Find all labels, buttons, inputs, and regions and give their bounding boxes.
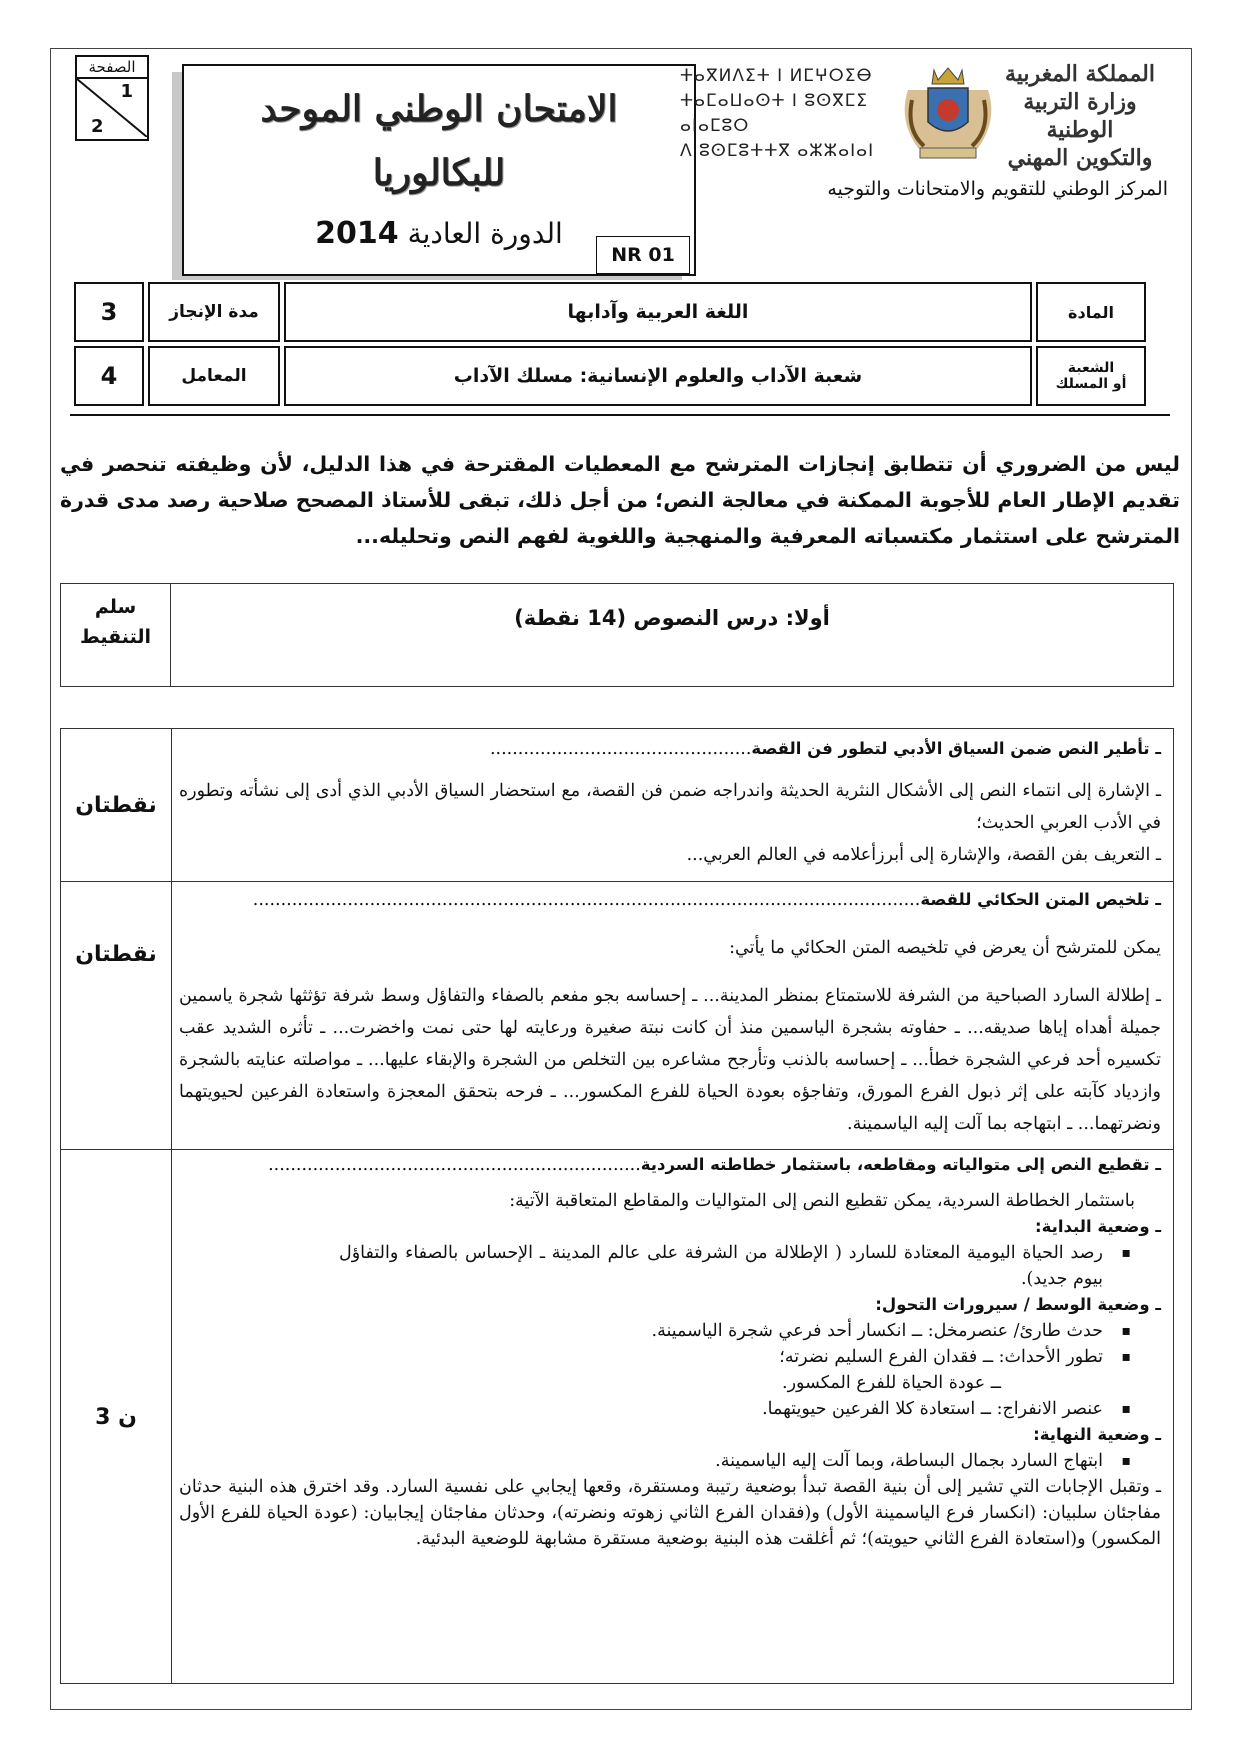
branch-label [1036, 346, 1146, 406]
ministry-line: وزارة التربية الوطنية [1023, 89, 1137, 143]
subject-label: المادة [1036, 282, 1146, 342]
row-paragraph: ـ التعريف بفن القصة، والإشارة إلى أبرزأعلامه في العالم العربي... [686, 845, 1161, 865]
row-points: نقطتان [61, 729, 172, 881]
table-row [61, 729, 1173, 881]
row-content [179, 884, 1161, 1140]
list-item-continued: ــ عودة الحياة للفرع المكسور. [782, 1373, 1001, 1393]
score-scale-label: سلم التنقيط [61, 584, 171, 686]
row-points: نقطتان [61, 882, 172, 1150]
diagonal-divider [77, 79, 147, 137]
grading-table [60, 728, 1174, 1684]
page-number-box [75, 55, 149, 141]
row-paragraph: ـ الإشارة إلى انتماء النص إلى الأشكال النثرية الحديثة واندراجه ضمن فن القصة، مع استحضار السياق الأدبي الذي أدى إلى نشأته وتطوره في الأدب العربي الحديث؛ [179, 781, 1161, 833]
row-heading: ـ تأطير النص ضمن السياق الأدبي لتطور فن القصة [751, 739, 1161, 758]
row-dots: ............................................... [489, 739, 752, 759]
row-paragraph: ـ وتقبل الإجابات التي تشير إلى أن بنية القصة تبدأ بوضعية رتيبة ومستقرة، وقعها إيجابي على نفسية السارد. وقد اخترق هذه البنية حدثان مفاجئان سلبيان: (انكسار فرع الياسمينة الأول) و(فقدان الفرع الثاني زهوته ونضرته)، وحدثان مفاجئان إيجابيان: (عودة الحياة للفرع الأول المكسور) و(استعادة الفرع الثاني حيويته)؛ ثم أغلقت هذه البنية بوضعية مستقرة مشابهة للوضعية البدئية. [179, 1477, 1161, 1549]
ministry-line: والتكوين المهني [1007, 145, 1153, 171]
row-paragraph: ـ إطلالة السارد الصباحية من الشرفة للاستمتاع بمنظر المدينة... ـ إحساسه بجو مفعم بالصفاء والتفاؤل وسط شرفة تؤثثها شجرة ياسمين جميلة أهداه إياها صديقه... ـ حفاوته بشجرة الياسمين منذ أن كانت نبتة صغيرة ورعايته لها حتى نمت واخضرت... ـ تأثره الشديد عقب تكسيره أحد فرعي الشجرة خطأ... ـ إحساسه بالذنب وتأرجح مشاعره بين التخلص من الشجرة والإبقاء عليها... ـ مواصلته عنايته بالشجرة وازدياد كآبته على إثر ذبول الفرع المورق، وتفاجؤه بعودة الحياة للفرع المكسور... ـ فرحه بتحقق المعجزة واستعادة الفرعين لحيويتهما ونضرتهما... ـ ابتهاجه بما آلت إليه الياسمينة. [179, 986, 1161, 1134]
ministry-line: المملكة المغربية [1005, 61, 1155, 87]
table-row [61, 881, 1173, 1150]
session-label: الدورة العادية [407, 217, 563, 250]
row-paragraph: باستثمار الخطاطة السردية، يمكن تقطيع النص إلى المتواليات والمقاطع المتعاقبة الآتية: [509, 1191, 1135, 1211]
table-row [61, 1149, 1173, 1684]
ministry-name [1000, 60, 1160, 172]
tifinagh-line: ⵜⴰⵎⴰⵡⴰⵙⵜ ⵏ ⵓⵙⴳⵎⵉ ⴰⵏⴰⵎⵓⵔ [680, 91, 869, 136]
list-item: ▪ تطور الأحداث: ــ فقدان الفرع السليم نضرته؛ [179, 1344, 1161, 1370]
coefficient-value: 4 [74, 346, 144, 406]
exam-code: NR 01 [596, 236, 690, 274]
row-content [179, 1152, 1161, 1552]
page-label: الصفحة [77, 57, 147, 79]
evaluation-center: المركز الوطني للتقويم والامتحانات والتوجيه [827, 178, 1168, 200]
list-item: ▪ عنصر الانفراج: ــ استعادة كلا الفرعين حيويتهما. [179, 1396, 1161, 1422]
section-header [60, 583, 1174, 687]
list-item: ▪ ابتهاج السارد بجمال البساطة، وبما آلت إليه الياسمينة. [179, 1448, 1161, 1474]
branch-value: شعبة الآداب والعلوم الإنسانية: مسلك الآداب [284, 346, 1032, 406]
row-dots: ........................................................................................................................ [252, 890, 921, 910]
tifinagh-line: ⵜⴰⴳⵍⴷⵉⵜ ⵏ ⵍⵎⵖⵔⵉⴱ [680, 66, 873, 86]
session-year: 2014 [315, 216, 399, 251]
intro-note: ليس من الضروري أن تتطابق إنجازات المترشح مع المعطيات المقترحة في هذا الدليل، لأن وظيفته تنحصر في تقديم الإطار العام للأجوبة الممكنة في معالجة النص؛ من أجل ذلك، تبقى للأستاذ المصحح صلاحية رصد مدى قدرة المترشح على استثمار مكتسباته المعرفية والمنهجية واللغوية لفهم النص وتحليله... [60, 452, 1180, 548]
row-heading: ـ تقطيع النص إلى متوالياته ومقاطعه، باستثمار خطاطته السردية [640, 1155, 1161, 1174]
coefficient-label: المعامل [148, 346, 280, 406]
row-paragraph: يمكن للمترشح أن يعرض في تلخيصه المتن الحكائي ما يأتي: [729, 938, 1161, 958]
row-points: 3 ن [61, 1150, 172, 1684]
coat-of-arms-icon [898, 60, 998, 164]
list-item: ▪ حدث طارئ/ عنصرمخل: ــ انكسار أحد فرعي شجرة الياسمينة. [179, 1318, 1161, 1344]
branch-label-line: أو المسلك [1055, 376, 1127, 392]
current-page: 1 [120, 81, 133, 102]
middle-label: ـ وضعية الوسط / سيرورات التحول: [875, 1295, 1161, 1314]
end-label: ـ وضعية النهاية: [1033, 1425, 1161, 1444]
exam-title-line1: الامتحان الوطني الموحد [260, 88, 618, 130]
row-content [179, 733, 1161, 871]
row-dots: ................................................................... [268, 1155, 641, 1175]
branch-label-line: الشعبة [1067, 360, 1115, 376]
total-pages: 2 [91, 116, 104, 137]
tifinagh-header [680, 64, 910, 164]
begin-label: ـ وضعية البداية: [1035, 1217, 1161, 1236]
duration-label: مدة الإنجاز [148, 282, 280, 342]
tifinagh-line: ⴷ ⵓⵙⵎⵓⵜⵜⴳ ⴰⵣⵣⴰⵏⴰⵏ [680, 141, 875, 161]
exam-info-table [70, 278, 1150, 410]
divider [70, 414, 1170, 416]
subject-value: اللغة العربية وآدابها [284, 282, 1032, 342]
list-item: ▪ رصد الحياة اليومية المعتادة للسارد ( الإطلالة من الشرفة على عالم المدينة ـ الإحساس بالصفاء والتفاؤل بيوم جديد). [179, 1240, 1161, 1292]
section-title: أولا: درس النصوص (14 نقطة) [514, 606, 830, 630]
duration-value: 3 [74, 282, 144, 342]
exam-title-line2: للبكالوريا [372, 152, 506, 194]
row-heading: ـ تلخيص المتن الحكائي للقصة [920, 890, 1161, 909]
